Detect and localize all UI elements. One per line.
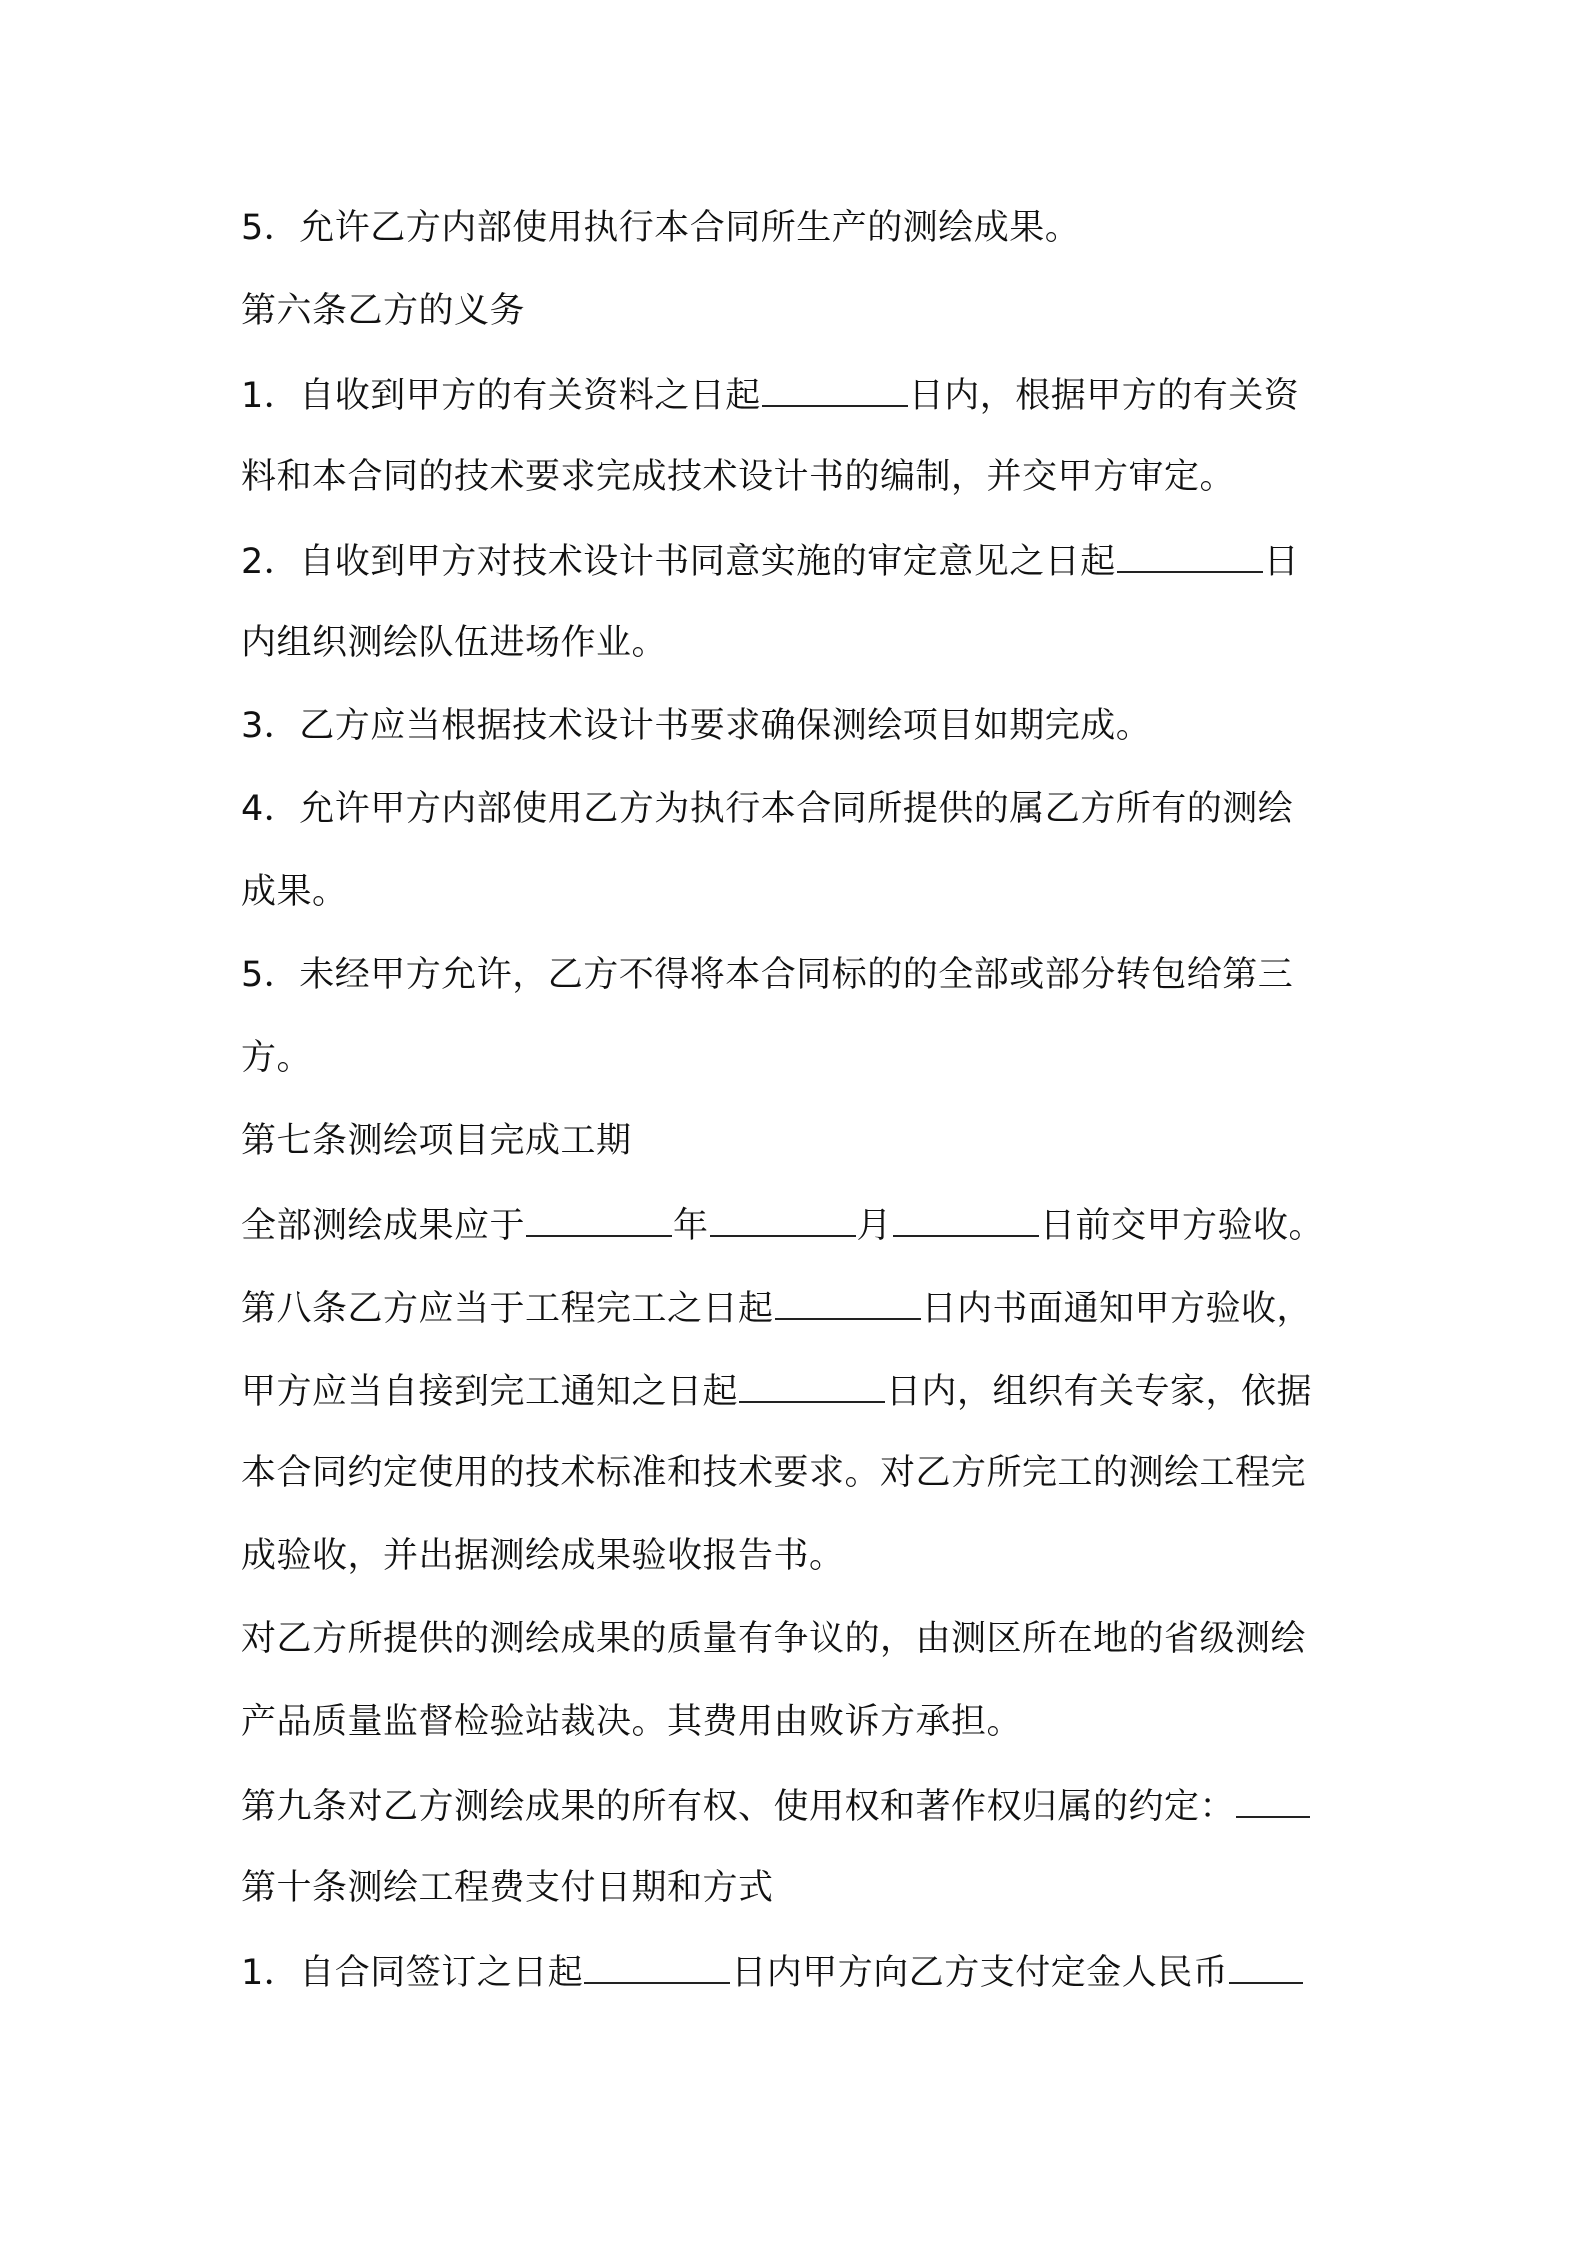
text: 料和本合同的技术要求完成技术设计书的编制，并交甲方审定。 xyxy=(241,457,1236,497)
text: 第十条测绘工程费支付日期和方式 xyxy=(241,1868,774,1908)
article-7-body xyxy=(241,1199,1361,1249)
article-6-item-4-line-2 xyxy=(241,867,1361,917)
day-blank xyxy=(893,1199,1039,1237)
year-blank xyxy=(526,1199,672,1237)
fill-in-blank xyxy=(775,1282,921,1320)
text: 第八条乙方应当于工程完工之日起 xyxy=(241,1289,774,1329)
article-8-line-1 xyxy=(241,1282,1361,1332)
article-6-item-1-line-2 xyxy=(241,452,1361,502)
text: 4．允许甲方内部使用乙方为执行本合同所提供的属乙方所有的测绘 xyxy=(241,789,1294,829)
text: 2．自收到甲方对技术设计书同意实施的审定意见之日起 xyxy=(241,542,1116,582)
article-6-item-5-line-1 xyxy=(241,950,1361,1000)
article-7-heading xyxy=(241,1116,1361,1166)
dispute-clause-line-2 xyxy=(241,1697,1361,1747)
text: 第九条对乙方测绘成果的所有权、使用权和著作权归属的约定： xyxy=(241,1787,1236,1827)
article-6-item-2-line-1 xyxy=(241,535,1361,585)
text: 第七条测绘项目完成工期 xyxy=(241,1121,632,1161)
text: 月 xyxy=(856,1206,893,1246)
article-6-item-2-line-2 xyxy=(241,618,1361,668)
article-8-line-4 xyxy=(241,1531,1361,1581)
text: 日 xyxy=(1263,542,1300,582)
dispute-clause-line-1 xyxy=(241,1614,1361,1664)
fill-in-blank xyxy=(584,1946,730,1984)
text: 日内甲方向乙方支付定金人民币 xyxy=(731,1953,1229,1993)
article-6-item-4-line-1 xyxy=(241,784,1361,834)
text: 日前交甲方验收。 xyxy=(1040,1206,1325,1246)
article-10-heading xyxy=(241,1863,1361,1913)
article-6-heading xyxy=(241,286,1361,336)
text: 对乙方所提供的测绘成果的质量有争议的，由测区所在地的省级测绘 xyxy=(241,1619,1307,1659)
article-9 xyxy=(241,1780,1361,1830)
text: 产品质量监督检验站裁决。其费用由败诉方承担。 xyxy=(241,1702,1023,1742)
fill-in-blank xyxy=(762,369,908,407)
text: 方。 xyxy=(241,1038,313,1078)
article-8-line-2 xyxy=(241,1365,1361,1415)
text: 3．乙方应当根据技术设计书要求确保测绘项目如期完成。 xyxy=(241,706,1152,746)
fill-in-blank xyxy=(739,1365,885,1403)
text: 成验收，并出据测绘成果验收报告书。 xyxy=(241,1536,845,1576)
text: 本合同约定使用的技术标准和技术要求。对乙方所完工的测绘工程完 xyxy=(241,1453,1307,1493)
text: 全部测绘成果应于 xyxy=(241,1206,526,1246)
text: 日内，根据甲方的有关资 xyxy=(908,376,1300,416)
clause-5-2-item-5 xyxy=(241,203,1361,253)
text: 甲方应当自接到完工通知之日起 xyxy=(241,1372,739,1412)
text: 日内，组织有关专家，依据 xyxy=(886,1372,1313,1412)
article-8-line-3 xyxy=(241,1448,1361,1498)
fill-in-blank xyxy=(1117,535,1263,573)
amount-blank xyxy=(1229,1946,1303,1984)
text: 1．自合同签订之日起 xyxy=(241,1953,584,1993)
text: 日内书面通知甲方验收， xyxy=(921,1289,1313,1329)
article-6-item-5-line-2 xyxy=(241,1033,1361,1083)
month-blank xyxy=(710,1199,856,1237)
text: 成果。 xyxy=(241,872,348,912)
text: 年 xyxy=(673,1206,709,1246)
article-6-item-3 xyxy=(241,701,1361,751)
text: 第六条乙方的义务 xyxy=(241,291,526,331)
article-6-item-1-line-1 xyxy=(241,369,1361,419)
text: 1．自收到甲方的有关资料之日起 xyxy=(241,376,761,416)
article-10-item-1 xyxy=(241,1946,1361,1996)
text: 内组织测绘队伍进场作业。 xyxy=(241,623,668,663)
fill-in-blank xyxy=(1236,1780,1310,1818)
text: 5．允许乙方内部使用执行本合同所生产的测绘成果。 xyxy=(241,208,1081,248)
text: 5．未经甲方允许，乙方不得将本合同标的的全部或部分转包给第三 xyxy=(241,955,1294,995)
